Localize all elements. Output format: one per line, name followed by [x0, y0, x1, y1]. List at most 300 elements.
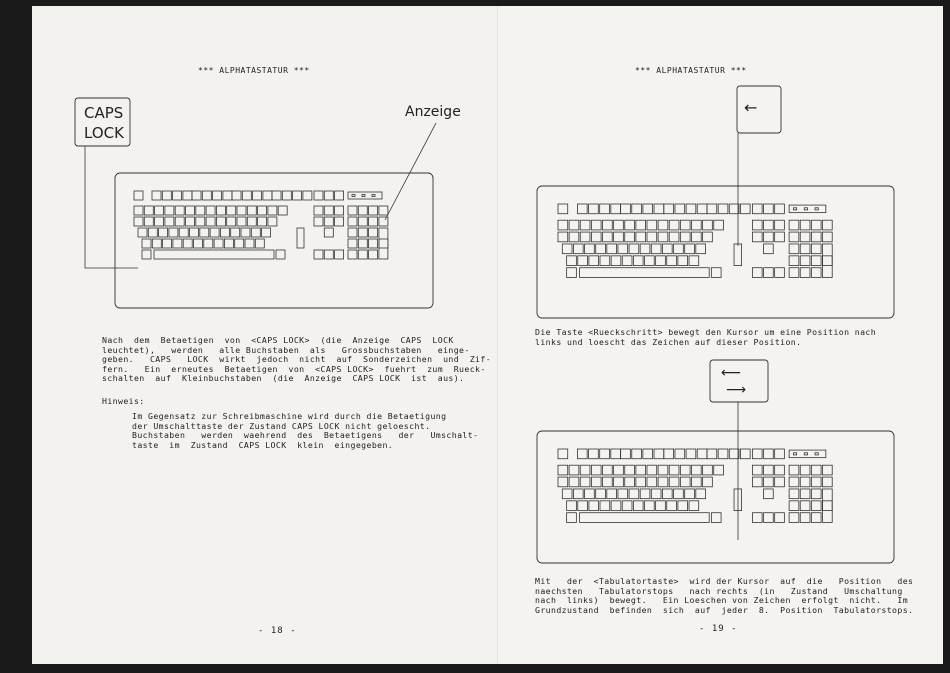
keyboard-key: [206, 217, 215, 226]
keyboard-key: [186, 217, 195, 226]
cursor-key: [775, 477, 785, 487]
keyboard-key: [614, 465, 624, 475]
keyboard-key: [251, 228, 260, 237]
keyboard-key: [558, 204, 568, 214]
numpad-key: [369, 239, 378, 248]
numpad-key: [822, 501, 832, 511]
enter-key: [297, 228, 304, 248]
keyboard-key: [569, 232, 579, 242]
keyboard-key: [155, 217, 164, 226]
keyboard-key: [232, 191, 241, 200]
keyboard-key: [134, 206, 143, 215]
keyboard-key: [173, 239, 182, 248]
keyboard-key: [775, 204, 785, 214]
keyboard-key: [227, 206, 236, 215]
numpad-key: [348, 239, 357, 248]
keyboard-key: [589, 501, 599, 511]
keyboard-key: [591, 465, 601, 475]
tab-right-arrow-icon: ⟶: [726, 382, 747, 398]
numpad-key: [822, 220, 832, 230]
keyboard-key: [680, 232, 690, 242]
keyboard-key: [703, 465, 713, 475]
keyboard-key: [667, 256, 677, 266]
keyboard-key: [669, 232, 679, 242]
keyboard-key: [152, 239, 161, 248]
numpad-key: [358, 206, 367, 215]
keyboard-key: [578, 501, 588, 511]
keyboard-key: [718, 204, 728, 214]
keyboard-key: [614, 232, 624, 242]
numpad-key: [800, 244, 810, 254]
indicator-light: [793, 208, 796, 210]
numpad-key: [369, 228, 378, 237]
enter-key: [734, 244, 742, 266]
numpad-key: [369, 206, 378, 215]
keyboard-key: [258, 206, 267, 215]
keyboard-key: [680, 465, 690, 475]
keyboard-key: [685, 244, 695, 254]
keyboard-key: [591, 477, 601, 487]
keyboard-key: [622, 256, 632, 266]
numpad-key: [789, 244, 799, 254]
keyboard-key: [689, 256, 699, 266]
keyboard-key: [558, 449, 568, 459]
keyboard-key: [643, 449, 653, 459]
keyboard-key: [625, 477, 635, 487]
keyboard-key: [220, 228, 229, 237]
keyboard-key: [674, 244, 684, 254]
numpad-key: [800, 489, 810, 499]
keyboard-key: [210, 228, 219, 237]
numpad-key: [822, 232, 832, 242]
keyboard-key: [148, 228, 157, 237]
keyboard-key: [335, 191, 344, 200]
cursor-key: [324, 228, 333, 237]
keyboard-key: [162, 191, 171, 200]
numpad-key: [811, 477, 821, 487]
keyboard-key: [573, 244, 583, 254]
keyboard-key: [192, 191, 201, 200]
keyboard-key: [625, 465, 635, 475]
keyboard-key: [237, 217, 246, 226]
caps-leader-line: [85, 146, 138, 268]
keyboard-key: [691, 232, 701, 242]
cursor-key: [752, 220, 762, 230]
numpad-key: [811, 489, 821, 499]
numpad-key: [822, 477, 832, 487]
keyboard-key: [629, 244, 639, 254]
numpad-tall-key: [822, 489, 832, 522]
numpad-key: [811, 501, 821, 511]
keyboard-key: [703, 220, 713, 230]
keyboard-key: [578, 256, 588, 266]
numpad-key: [358, 239, 367, 248]
indicator-light: [804, 208, 807, 210]
keyboard-key: [253, 191, 262, 200]
keyboard-key: [577, 449, 587, 459]
keyboard-key: [636, 232, 646, 242]
keyboard-key: [282, 191, 291, 200]
keyboard-key: [697, 449, 707, 459]
keyboard-key: [640, 244, 650, 254]
numpad-key: [789, 477, 799, 487]
keyboard-key: [775, 449, 785, 459]
keyboard-key: [600, 256, 610, 266]
keyboard-key: [680, 220, 690, 230]
numpad-key: [800, 477, 810, 487]
keyboard-key: [645, 501, 655, 511]
numpad-key: [348, 250, 357, 259]
numpad-key: [789, 513, 799, 523]
keyboard-key: [621, 449, 631, 459]
keyboard-key: [667, 501, 677, 511]
keyboard-diagrams-right: [498, 6, 943, 566]
keyboard-key: [697, 204, 707, 214]
indicator-light: [372, 195, 375, 197]
keyboard-key: [678, 256, 688, 266]
keyboard-key: [577, 204, 587, 214]
numpad-key: [800, 232, 810, 242]
space-bar: [154, 250, 274, 259]
keyboard-key: [600, 449, 610, 459]
keyboard-key: [138, 228, 147, 237]
keyboard-key: [596, 489, 606, 499]
keyboard-key: [589, 204, 599, 214]
numpad-key: [789, 268, 799, 278]
cursor-key: [752, 268, 762, 278]
tab-left-arrow-icon: ⟵: [721, 365, 742, 381]
keyboard-key: [691, 220, 701, 230]
indicator-leader-line: [385, 123, 436, 220]
cursor-key: [764, 489, 774, 499]
cursor-key: [764, 513, 774, 523]
keyboard-key: [155, 206, 164, 215]
keyboard-key: [614, 477, 624, 487]
keyboard-key: [567, 501, 577, 511]
keyboard-key: [268, 206, 277, 215]
keyboard-key: [602, 465, 612, 475]
keyboard-key: [183, 239, 192, 248]
cursor-key: [335, 250, 344, 259]
keyboard-key: [569, 465, 579, 475]
keyboard-key: [625, 232, 635, 242]
indicator-light: [793, 453, 796, 455]
keyboard-key: [647, 465, 657, 475]
keyboard-key: [621, 204, 631, 214]
keyboard-key: [216, 217, 225, 226]
keyboard-key: [651, 244, 661, 254]
cursor-key: [764, 244, 774, 254]
keyboard-key: [764, 449, 774, 459]
keyboard-key: [573, 489, 583, 499]
numpad-key: [811, 513, 821, 523]
keyboard-key: [752, 449, 762, 459]
keyboard-key: [175, 217, 184, 226]
keyboard-key: [645, 256, 655, 266]
keyboard-key: [585, 244, 595, 254]
backspace-arrow-icon: ←: [744, 98, 758, 117]
keyboard-key: [216, 206, 225, 215]
keyboard-key: [602, 220, 612, 230]
keyboard-key: [680, 477, 690, 487]
keyboard-key: [707, 449, 717, 459]
keyboard-key: [729, 204, 739, 214]
keyboard-key: [585, 489, 595, 499]
numpad-key: [811, 244, 821, 254]
keyboard-key: [223, 191, 232, 200]
indicator-light: [815, 453, 818, 455]
numpad-key: [358, 228, 367, 237]
keyboard-key: [611, 449, 621, 459]
space-bar: [580, 513, 710, 523]
keyboard-key: [664, 449, 674, 459]
keyboard-key: [703, 232, 713, 242]
keyboard-key: [618, 244, 628, 254]
keyboard-key: [152, 191, 161, 200]
keyboard-key: [268, 217, 277, 226]
keyboard-key: [632, 449, 642, 459]
keyboard-key: [245, 239, 254, 248]
keyboard-key: [611, 204, 621, 214]
page-header-right: *** ALPHATASTATUR ***: [635, 66, 747, 75]
keyboard-keys-bottom: [558, 449, 832, 522]
keyboard-key: [669, 477, 679, 487]
keyboard-key: [752, 204, 762, 214]
keyboard-key: [656, 256, 666, 266]
numpad-key: [369, 217, 378, 226]
numpad-key: [800, 513, 810, 523]
indicator-light: [804, 453, 807, 455]
keyboard-key: [651, 489, 661, 499]
keyboard-key: [654, 204, 664, 214]
cursor-key: [752, 513, 762, 523]
cursor-key: [775, 513, 785, 523]
keyboard-key: [144, 217, 153, 226]
keyboard-key: [567, 268, 577, 278]
numpad-key: [822, 465, 832, 475]
numpad-key: [789, 465, 799, 475]
cursor-key: [764, 268, 774, 278]
keyboard-key: [196, 217, 205, 226]
keyboard-key: [224, 239, 233, 248]
cursor-key: [314, 217, 323, 226]
keyboard-key: [643, 204, 653, 214]
keyboard-key: [633, 256, 643, 266]
keyboard-key: [324, 191, 333, 200]
cursor-key: [752, 477, 762, 487]
numpad-key: [348, 206, 357, 215]
numpad-key: [369, 250, 378, 259]
keyboard-key: [562, 244, 572, 254]
keyboard-key: [647, 477, 657, 487]
keyboard-keys-top: [558, 204, 832, 277]
keyboard-key: [213, 191, 222, 200]
keyboard-key: [200, 228, 209, 237]
cursor-key: [764, 465, 774, 475]
keyboard-key: [241, 228, 250, 237]
keyboard-key: [632, 204, 642, 214]
keyboard-key: [580, 465, 590, 475]
keyboard-key: [602, 232, 612, 242]
keyboard-key: [231, 228, 240, 237]
cursor-key: [775, 465, 785, 475]
keyboard-key: [611, 256, 621, 266]
numpad-key: [789, 256, 799, 266]
numpad-key: [358, 250, 367, 259]
cursor-key: [752, 232, 762, 242]
keyboard-key: [636, 465, 646, 475]
keyboard-key: [258, 217, 267, 226]
keyboard-key: [675, 204, 685, 214]
keyboard-key: [237, 206, 246, 215]
keyboard-key: [602, 477, 612, 487]
keyboard-key: [685, 489, 695, 499]
keyboard-key: [183, 191, 192, 200]
keyboard-key: [658, 465, 668, 475]
keyboard-key: [159, 228, 168, 237]
keyboard-key: [165, 206, 174, 215]
keyboard-key: [235, 239, 244, 248]
page-number-right: - 19 -: [699, 624, 738, 634]
cursor-key: [335, 206, 344, 215]
keyboard-key: [214, 239, 223, 248]
page-number-left: - 18 -: [258, 626, 297, 636]
keyboard-key: [686, 204, 696, 214]
keyboard-key: [194, 239, 203, 248]
cursor-key: [764, 220, 774, 230]
page-19: [498, 6, 943, 664]
numpad-key: [800, 465, 810, 475]
keyboard-key: [625, 220, 635, 230]
keyboard-key: [278, 206, 287, 215]
keyboard-key: [142, 239, 151, 248]
keyboard-key: [718, 449, 728, 459]
keyboard-key: [740, 204, 750, 214]
cursor-key: [764, 477, 774, 487]
keyboard-key: [658, 220, 668, 230]
keyboard-key: [596, 244, 606, 254]
keyboard-key: [703, 477, 713, 487]
keyboard-outline-top: [537, 186, 894, 318]
keyboard-key: [175, 206, 184, 215]
keyboard-keys: [134, 191, 388, 259]
numpad-key: [379, 239, 388, 248]
keyboard-key: [247, 206, 256, 215]
keyboard-key: [633, 501, 643, 511]
numpad-key: [348, 217, 357, 226]
keyboard-key: [263, 191, 272, 200]
numpad-key: [811, 220, 821, 230]
keyboard-key: [614, 220, 624, 230]
keyboard-key: [569, 220, 579, 230]
numpad-tall-key: [379, 228, 388, 259]
keyboard-key: [629, 489, 639, 499]
keyboard-key: [607, 489, 617, 499]
cursor-key: [324, 206, 333, 215]
numpad-key: [800, 220, 810, 230]
keyboard-key: [729, 449, 739, 459]
keyboard-key: [134, 217, 143, 226]
keyboard-key: [262, 228, 271, 237]
keyboard-key: [654, 449, 664, 459]
keyboard-key: [272, 191, 281, 200]
keyboard-key: [691, 465, 701, 475]
numpad-key: [789, 220, 799, 230]
keyboard-key: [689, 501, 699, 511]
numpad-key: [800, 256, 810, 266]
keyboard-key: [607, 244, 617, 254]
indicator-light: [352, 195, 355, 197]
keyboard-key: [202, 191, 211, 200]
numpad-key: [789, 489, 799, 499]
keyboard-key: [303, 191, 312, 200]
numpad-tall-key: [822, 244, 832, 277]
keyboard-key: [580, 477, 590, 487]
keyboard-key: [589, 256, 599, 266]
keyboard-key: [664, 204, 674, 214]
keyboard-key: [662, 244, 672, 254]
keyboard-key: [618, 489, 628, 499]
keyboard-key: [580, 232, 590, 242]
note-text: Im Gegensatz zur Schreibmaschine wird durch die Betaetigung der Umschalttaste der Zustand CAPS LOCK nicht geloescht. Buchstaben werden waehrend des Betaetigens der Umschalt- taste im Zustand CAPS LOCK klein eingegeben.: [132, 411, 479, 450]
keyboard-key: [686, 449, 696, 459]
page-header-left: *** ALPHATASTATUR ***: [198, 66, 310, 75]
keyboard-key: [567, 513, 577, 523]
keyboard-key: [314, 191, 323, 200]
numpad-key: [358, 217, 367, 226]
keyboard-key: [196, 206, 205, 215]
indicator-light: [362, 195, 365, 197]
numpad-key: [789, 232, 799, 242]
numpad-key: [379, 217, 388, 226]
keyboard-key: [190, 228, 199, 237]
tab-paragraph: Mit der <Tabulatortaste> wird der Kursor auf die Position des naechsten Tabulatorstops nach rechts (in Zustand Umschaltung nach links) bewegt. Ein Loeschen von Zeichen erfolgt nicht. Im Grundzustand befinden sich auf jeder 8. Position Tabulatorstops.: [535, 576, 914, 615]
caps-lock-label-line1: CAPS: [84, 104, 124, 122]
cursor-key: [314, 206, 323, 215]
cursor-key: [752, 465, 762, 475]
cursor-key: [775, 268, 785, 278]
keyboard-key: [658, 477, 668, 487]
numpad-key: [348, 228, 357, 237]
caps-lock-paragraph: Nach dem Betaetigen von <CAPS LOCK> (die Anzeige CAPS LOCK leuchtet), werden alle Buchstaben als Grossbuchstaben einge- geben. CAPS LOCK wirkt jedoch nicht auf Sonderzeichen und Zif- fern. Ein erneutes Betaetigen von <CAPS LOCK> fuehrt zum Rueck- schalten auf Kleinbuchstaben (die Anzeige CAPS LOCK ist aus).: [102, 335, 492, 384]
keyboard-key: [647, 220, 657, 230]
keyboard-key: [591, 220, 601, 230]
keyboard-key: [636, 220, 646, 230]
space-bar: [580, 268, 710, 278]
numpad-key: [800, 501, 810, 511]
keyboard-key: [179, 228, 188, 237]
cursor-key: [314, 250, 323, 259]
keyboard-key: [165, 217, 174, 226]
keyboard-key: [691, 477, 701, 487]
keyboard-key: [255, 239, 264, 248]
keyboard-key: [640, 489, 650, 499]
keyboard-key: [204, 239, 213, 248]
keyboard-key: [678, 501, 688, 511]
keyboard-key: [611, 501, 621, 511]
keyboard-key: [580, 220, 590, 230]
keyboard-key: [558, 465, 568, 475]
keyboard-key: [674, 489, 684, 499]
keyboard-key: [163, 239, 172, 248]
keyboard-key: [173, 191, 182, 200]
numpad-key: [811, 268, 821, 278]
keyboard-key: [293, 191, 302, 200]
keyboard-key: [711, 268, 721, 278]
numpad-key: [379, 206, 388, 215]
numpad-key: [789, 501, 799, 511]
keyboard-key: [696, 489, 706, 499]
